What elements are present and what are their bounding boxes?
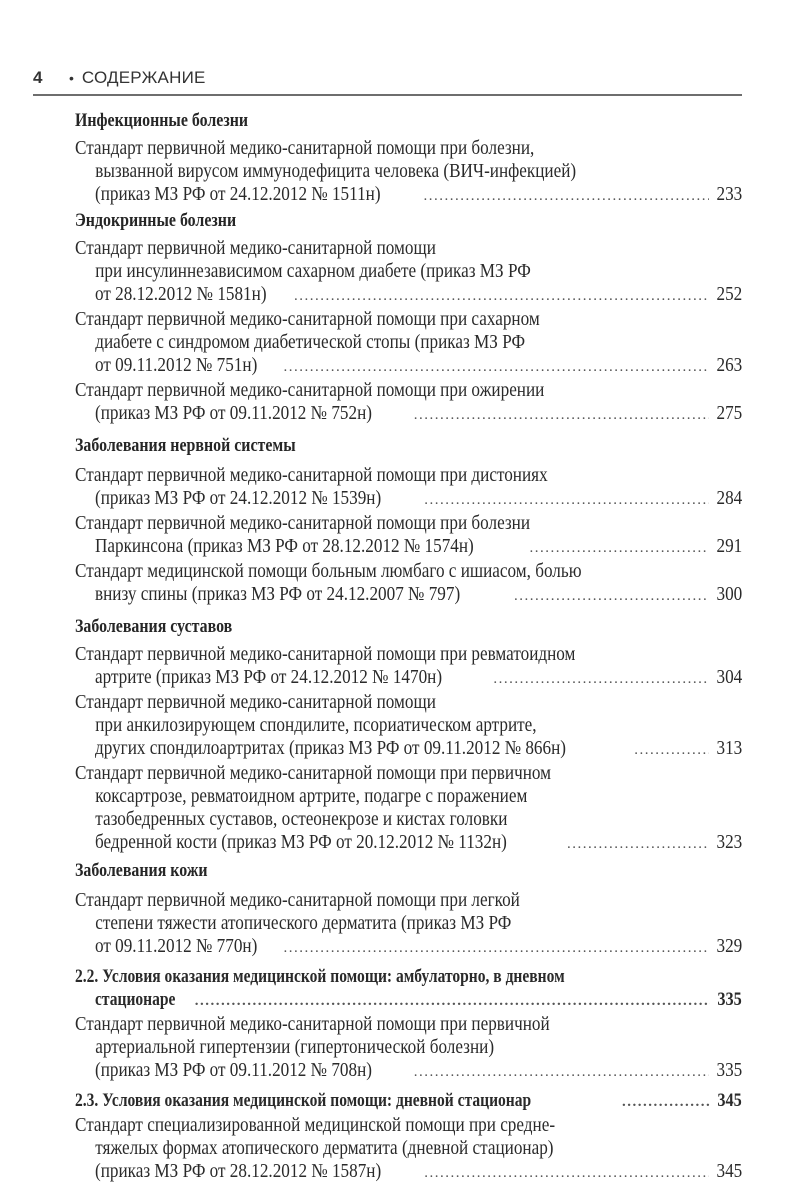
dot-leader bbox=[634, 739, 709, 762]
dot-leader bbox=[414, 404, 709, 427]
entry-line: Стандарт первичной медико-санитарной помощи при легкой bbox=[75, 890, 520, 911]
entry-page-number: 291 bbox=[716, 536, 742, 557]
toc-entry[interactable] bbox=[75, 889, 742, 960]
entry-line: коксартрозе, ревматоидном артрите, подагре с поражением bbox=[95, 786, 528, 807]
dot-leader bbox=[424, 1162, 709, 1185]
entry-line: (приказ МЗ РФ от 24.12.2012 № 1539н) bbox=[95, 488, 382, 509]
running-head-title: СОДЕРЖАНИЕ bbox=[81, 68, 206, 87]
entry-line: Стандарт первичной медико-санитарной помощи при ревматоидном bbox=[75, 644, 576, 665]
entry-line: тяжелых формах атопического дерматита (дневной стационар) bbox=[95, 1138, 554, 1159]
chapter-entry[interactable] bbox=[75, 966, 742, 1013]
dot-leader bbox=[529, 537, 708, 560]
entry-line: от 09.11.2012 № 751н) bbox=[95, 355, 258, 376]
entry-line: Стандарт первичной медико-санитарной помощи при дистониях bbox=[75, 465, 548, 486]
entry-line: (приказ МЗ РФ от 28.12.2012 № 1587н) bbox=[95, 1161, 382, 1182]
chapter-line: 2.3. Условия оказания медицинской помощи: дневной стационар bbox=[75, 1091, 532, 1111]
entry-line: Стандарт первичной медико-санитарной помощи при болезни bbox=[75, 513, 531, 534]
dot-leader bbox=[493, 668, 708, 691]
entry-line: внизу спины (приказ МЗ РФ от 24.12.2007 № 797) bbox=[95, 584, 461, 605]
bullet-icon: • bbox=[69, 70, 74, 86]
entry-line: Паркинсона (приказ МЗ РФ от 28.12.2012 № 1574н) bbox=[95, 536, 474, 557]
entry-page-number: 313 bbox=[716, 738, 742, 759]
entry-line: Стандарт первичной медико-санитарной помощи при сахарном bbox=[75, 309, 540, 330]
section-heading: Эндокринные болезни bbox=[75, 211, 237, 231]
table-of-contents bbox=[75, 108, 742, 1185]
entry-line: от 09.11.2012 № 770н) bbox=[95, 936, 258, 957]
entry-line: Стандарт первичной медико-санитарной помощи bbox=[75, 238, 436, 259]
toc-entry[interactable] bbox=[75, 560, 742, 608]
entry-page-number: 335 bbox=[716, 1060, 742, 1081]
dot-leader bbox=[622, 1091, 710, 1114]
toc-entry[interactable] bbox=[75, 464, 742, 512]
entry-page-number: 275 bbox=[716, 403, 742, 424]
section-heading: Заболевания суставов bbox=[75, 617, 233, 637]
toc-entry[interactable] bbox=[75, 1114, 742, 1185]
entry-line: других спондилоартритах (приказ МЗ РФ от 09.11.2012 № 866н) bbox=[95, 738, 567, 759]
entry-line: Стандарт первичной медико-санитарной помощи при первичном bbox=[75, 763, 552, 784]
entry-line: вызванной вирусом иммунодефицита человека (ВИЧ-инфекцией) bbox=[95, 161, 577, 182]
entry-line: Стандарт первичной медико-санитарной помощи при болезни, bbox=[75, 138, 535, 159]
entry-line: при инсулиннезависимом сахарном диабете (приказ МЗ РФ bbox=[95, 261, 531, 282]
toc-entry[interactable] bbox=[75, 1013, 742, 1084]
entry-page-number: 263 bbox=[716, 355, 742, 376]
entry-line: (приказ МЗ РФ от 09.11.2012 № 708н) bbox=[95, 1060, 372, 1081]
entry-line: бедренной кости (приказ МЗ РФ от 20.12.2012 № 1132н) bbox=[95, 832, 507, 853]
dot-leader bbox=[283, 937, 708, 960]
toc-entry[interactable] bbox=[75, 379, 742, 427]
entry-line: Стандарт первичной медико-санитарной помощи при ожирении bbox=[75, 380, 545, 401]
dot-leader bbox=[283, 356, 708, 379]
section-heading: Заболевания нервной системы bbox=[75, 436, 296, 456]
running-head bbox=[33, 68, 742, 96]
entry-line: (приказ МЗ РФ от 09.11.2012 № 752н) bbox=[95, 403, 372, 424]
entry-page-number: 323 bbox=[716, 832, 742, 853]
toc-entry[interactable] bbox=[75, 691, 742, 762]
entry-page-number: 252 bbox=[716, 284, 742, 305]
entry-line: при анкилозирующем спондилите, псориатическом артрите, bbox=[95, 715, 537, 736]
entry-line: тазобедренных суставов, остеонекрозе и кистах головки bbox=[95, 809, 508, 830]
dot-leader bbox=[414, 1061, 709, 1084]
dot-leader bbox=[514, 585, 709, 608]
entry-page-number: 284 bbox=[716, 488, 742, 509]
dot-leader bbox=[424, 185, 709, 208]
entry-line: Стандарт первичной медико-санитарной помощи bbox=[75, 692, 436, 713]
chapter-line: 2.2. Условия оказания медицинской помощи: амбулаторно, в дневном bbox=[75, 967, 565, 987]
entry-page-number: 300 bbox=[716, 584, 742, 605]
dot-leader bbox=[567, 833, 709, 856]
chapter-line: стационаре bbox=[95, 990, 176, 1010]
toc-entry[interactable] bbox=[75, 308, 742, 379]
entry-page-number: 329 bbox=[716, 936, 742, 957]
toc-entry[interactable] bbox=[75, 762, 742, 856]
dot-leader bbox=[195, 990, 710, 1013]
entry-line: диабете с синдромом диабетической стопы (приказ МЗ РФ bbox=[95, 332, 526, 353]
chapter-page-number: 345 bbox=[717, 1091, 742, 1111]
entry-line: от 28.12.2012 № 1581н) bbox=[95, 284, 267, 305]
section-heading: Заболевания кожи bbox=[75, 861, 208, 881]
chapter-page-number: 335 bbox=[717, 990, 742, 1010]
toc-entry[interactable] bbox=[75, 643, 742, 691]
page-number: 4 bbox=[33, 68, 43, 87]
chapter-entry[interactable] bbox=[75, 1090, 742, 1114]
entry-line: (приказ МЗ РФ от 24.12.2012 № 1511н) bbox=[95, 184, 381, 205]
entry-line: артрите (приказ МЗ РФ от 24.12.2012 № 1470н) bbox=[95, 667, 443, 688]
entry-page-number: 304 bbox=[716, 667, 742, 688]
entry-line: Стандарт первичной медико-санитарной помощи при первичной bbox=[75, 1014, 550, 1035]
entry-line: Стандарт специализированной медицинской помощи при средне- bbox=[75, 1115, 556, 1136]
dot-leader bbox=[294, 285, 709, 308]
entry-line: Стандарт медицинской помощи больным люмбаго с ишиасом, болью bbox=[75, 561, 582, 582]
toc-entry[interactable] bbox=[75, 237, 742, 308]
toc-entry[interactable] bbox=[75, 137, 742, 208]
entry-line: степени тяжести атопического дерматита (приказ МЗ РФ bbox=[95, 913, 512, 934]
toc-entry[interactable] bbox=[75, 512, 742, 560]
section-heading: Инфекционные болезни bbox=[75, 111, 249, 131]
entry-page-number: 233 bbox=[716, 184, 742, 205]
dot-leader bbox=[424, 489, 709, 512]
entry-page-number: 345 bbox=[716, 1161, 742, 1182]
entry-line: артериальной гипертензии (гипертонической болезни) bbox=[95, 1037, 495, 1058]
